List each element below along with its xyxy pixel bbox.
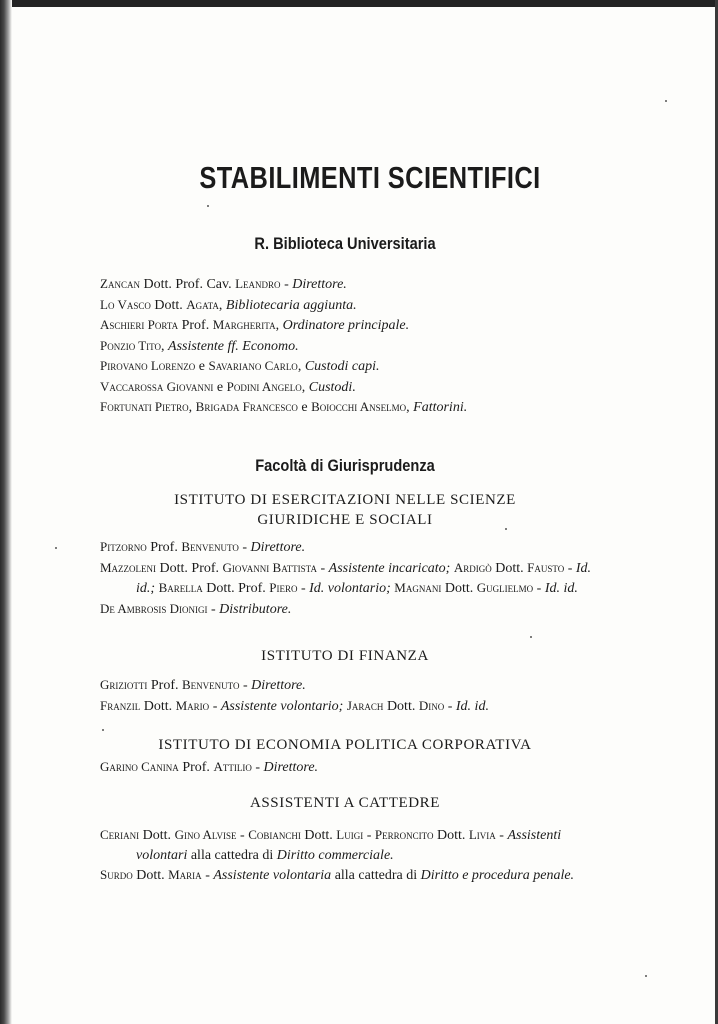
person-name: Guglielmo — [476, 580, 534, 595]
role-text: Id. volontario; — [309, 581, 391, 596]
person-name: Gino Alvise — [174, 827, 237, 842]
person-name: Luigi — [336, 827, 364, 842]
person-name: Boiocchi Anselmo — [311, 399, 407, 414]
assistenti-heading: ASSISTENTI A CATTEDRE — [249, 795, 441, 811]
role-text: Id. id.; — [136, 560, 592, 596]
scan-binding-edge — [0, 0, 12, 1024]
biblioteca-entry — [100, 377, 595, 398]
role-text: Direttore. — [250, 540, 306, 555]
role-text: Distributore. — [219, 601, 292, 617]
esercitazioni-heading-line2: GIURIDICHE E SOCIALI — [257, 512, 433, 528]
finanza-heading: ISTITUTO DI FINANZA — [261, 648, 429, 664]
entry-text: - — [297, 581, 310, 596]
role-text: Assistente ff. Economo. — [168, 338, 299, 354]
finanza-list — [100, 675, 595, 716]
entry-text: - — [495, 828, 508, 843]
entry-text: - — [251, 760, 264, 775]
person-name: Giovanni Battista — [222, 559, 317, 575]
person-name: Benvenuto — [182, 677, 240, 692]
entry-text: , — [218, 297, 226, 313]
assistenti-entry — [100, 865, 595, 886]
esercitazioni-entry — [100, 537, 595, 558]
entry-text: - — [201, 868, 214, 883]
entry-text: Dott. — [140, 698, 176, 714]
person-name: Aschieri Porta — [100, 317, 179, 332]
person-name: Franzil — [100, 697, 141, 713]
entry-text: Dott. Prof. — [202, 581, 270, 596]
entry-text: - — [363, 828, 375, 843]
role-text: Direttore. — [292, 277, 347, 292]
scan-speck — [102, 729, 104, 731]
entry-text: , — [297, 359, 305, 374]
person-name: De Ambrosis Dionigi — [100, 600, 208, 616]
entry-text: Prof. — [146, 540, 182, 555]
scan-speck — [530, 636, 532, 638]
person-name: Benvenuto — [181, 539, 239, 554]
entry-text: Dott. — [441, 581, 477, 596]
role-text: Bibliotecaria aggiunta. — [225, 297, 357, 313]
biblioteca-entry — [100, 274, 595, 295]
biblioteca-entry — [100, 295, 595, 316]
finanza-entry — [100, 675, 595, 696]
entry-text: Dott. Prof. — [156, 560, 223, 576]
entry-text: - — [239, 678, 252, 693]
role-text: Assistente volontario; — [220, 698, 344, 714]
person-name: Vaccarossa Giovanni — [100, 378, 214, 394]
entry-text: Dott. — [433, 828, 469, 843]
role-text: Direttore. — [263, 760, 319, 775]
role-text: Assistenti volontari — [136, 828, 562, 863]
scan-speck — [665, 100, 667, 102]
entry-text: , — [301, 379, 309, 395]
person-name: Podini Angelo — [226, 378, 302, 394]
role-text: Direttore. — [251, 678, 306, 693]
person-name: Ceriani — [100, 827, 140, 842]
person-name: Perroncito — [374, 827, 434, 842]
entry-text: - — [207, 601, 220, 617]
esercitazioni-entry — [100, 599, 595, 620]
finanza-entry — [100, 696, 595, 717]
assistenti-entry — [100, 825, 595, 865]
role-text: Diritto e procedura penale. — [420, 868, 575, 883]
scan-top-edge — [0, 0, 718, 7]
entry-text: - — [444, 698, 456, 714]
person-name: Garino Canina — [100, 759, 179, 774]
role-text: Assistente incaricato; — [328, 560, 451, 576]
entry-text: - — [209, 698, 221, 714]
esercitazioni-heading — [100, 490, 590, 530]
person-name: Mazzoleni — [100, 559, 157, 575]
person-name: Piero — [269, 580, 298, 595]
entry-text: Dott. — [139, 828, 175, 843]
person-name: Griziotti — [100, 677, 148, 692]
assistenti-list — [100, 825, 595, 886]
entry-text: , — [275, 318, 283, 333]
person-name: Zancan — [100, 276, 140, 291]
entry-text: Dott. — [150, 297, 187, 313]
economia-entry — [100, 757, 595, 778]
entry-text: alla cattedra di — [331, 868, 421, 883]
person-name: Dino — [418, 697, 445, 713]
role-text: Diritto commerciale. — [276, 847, 394, 863]
esercitazioni-list — [100, 537, 595, 619]
person-name: Mario — [175, 697, 210, 713]
biblioteca-list — [100, 274, 595, 418]
entry-text: e — [297, 400, 312, 415]
entry-text: Dott. — [491, 560, 528, 576]
entry-text: Dott. Prof. Cav. — [139, 277, 236, 292]
scan-speck — [505, 528, 507, 530]
biblioteca-heading: R. Biblioteca Universitaria — [254, 234, 436, 253]
scan-speck — [645, 975, 647, 977]
person-name: Leandro — [235, 276, 281, 291]
esercitazioni-heading-line1: ISTITUTO DI ESERCITAZIONI NELLE SCIENZE — [174, 492, 516, 508]
role-text: Assistente volontaria — [213, 868, 332, 883]
economia-heading: ISTITUTO DI ECONOMIA POLITICA CORPORATIVA — [158, 737, 532, 753]
scan-speck — [55, 547, 57, 549]
entry-text: - — [316, 560, 329, 576]
giurisprudenza-heading: Facoltà di Giurisprudenza — [255, 456, 435, 475]
biblioteca-entry — [100, 397, 595, 418]
entry-text: e — [213, 379, 227, 395]
entry-text: , — [406, 400, 414, 415]
entry-text: Dott. — [132, 868, 169, 883]
person-name: Cobianchi — [248, 827, 301, 842]
role-text: Custodi capi. — [304, 359, 380, 374]
person-name: Savariano Carlo — [208, 358, 298, 373]
person-name: Ardigò — [453, 559, 492, 575]
person-name: Jarach — [346, 697, 384, 713]
person-name: Attilio — [213, 759, 252, 774]
page-title: STABILIMENTI SCIENTIFICI — [199, 160, 541, 195]
person-name: Livia — [468, 827, 496, 842]
entry-text: Prof. — [178, 760, 214, 775]
person-name: Barella — [158, 580, 203, 595]
person-name: Brigada Francesco — [195, 399, 298, 414]
role-text: Custodi. — [308, 379, 356, 395]
entry-text: Prof. — [178, 318, 213, 333]
biblioteca-entry — [100, 356, 595, 377]
entry-text: Dott. — [383, 698, 419, 714]
person-name: Agata — [186, 296, 219, 312]
person-name: Surdo — [100, 867, 133, 882]
person-name: Maria — [168, 867, 202, 882]
entry-text: , — [188, 400, 196, 415]
entry-text: Dott. — [300, 828, 337, 843]
role-text: Ordinatore principale. — [282, 318, 410, 333]
person-name: Lo Vasco — [100, 296, 151, 312]
entry-text: - — [533, 581, 545, 596]
person-name: Ponzio Tito — [100, 337, 162, 353]
person-name: Magnani — [394, 580, 442, 595]
person-name: Pitzorno — [100, 539, 147, 554]
role-text: Fattorini. — [413, 400, 468, 415]
entry-text: , — [161, 338, 169, 354]
person-name: Fortunati Pietro — [100, 399, 189, 414]
role-text: Id. id. — [544, 581, 578, 596]
biblioteca-entry — [100, 336, 595, 357]
scan-speck — [207, 205, 209, 207]
entry-text: - — [564, 560, 576, 576]
entry-text: - — [238, 540, 251, 555]
person-name: Fausto — [527, 559, 565, 575]
entry-text: - — [236, 828, 249, 843]
esercitazioni-entry — [100, 558, 595, 599]
person-name: Pirovano Lorenzo — [100, 358, 196, 373]
entry-text: - — [280, 277, 293, 292]
economia-list — [100, 757, 595, 778]
entry-text: e — [195, 359, 209, 374]
person-name: Margherita — [212, 317, 276, 332]
entry-text: alla cattedra di — [187, 847, 277, 863]
entry-text: Prof. — [147, 678, 182, 693]
biblioteca-entry — [100, 315, 595, 336]
role-text: Id. id. — [455, 698, 489, 714]
